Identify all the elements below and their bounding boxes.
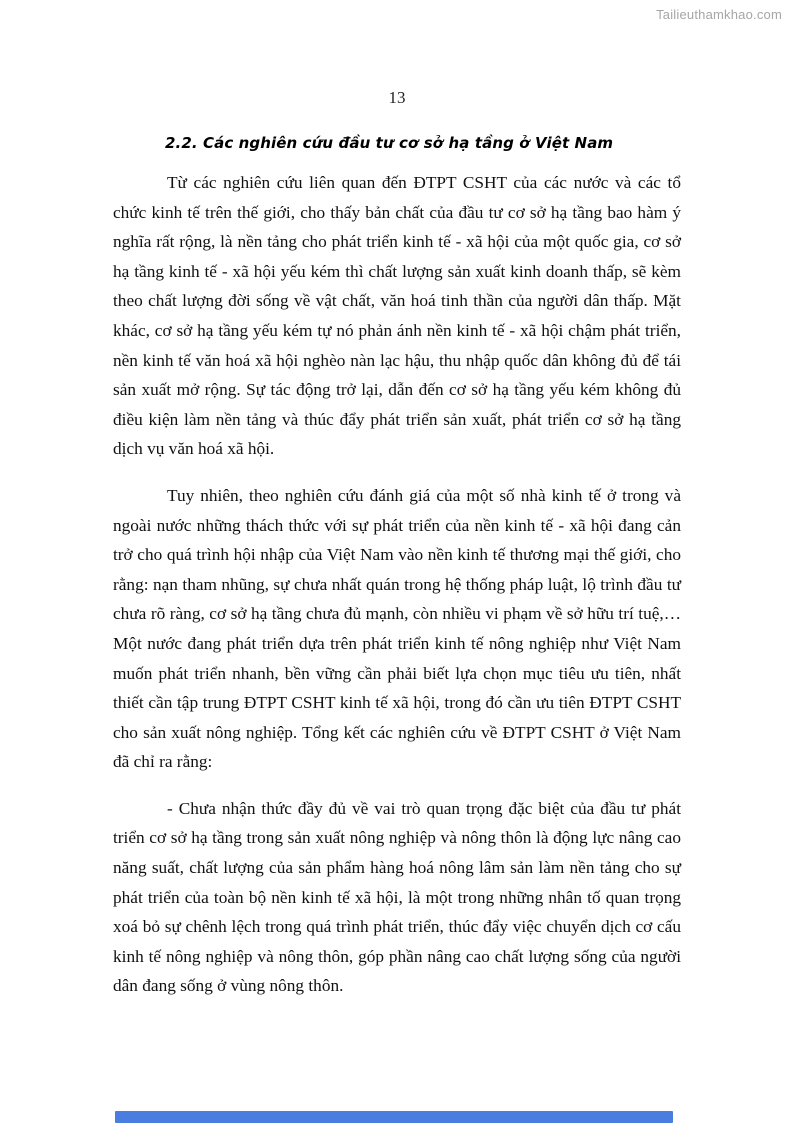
watermark-site-link[interactable]: Tailieuthamkhao.com: [656, 7, 782, 22]
paragraph-intro-csht: Từ các nghiên cứu liên quan đến ĐTPT CSHT của các nước và các tổ chức kinh tế trên thế giới, cho thấy bản chất của đầu tư cơ sở hạ tầng bao hàm ý nghĩa rất rộng, là nền tảng cho phát triển kinh tế - xã hội của một quốc gia, cơ sở hạ tầng kinh tế - xã hội yếu kém thì chất lượng sản xuất kinh doanh thấp, sẽ kèm theo chất lượng đời sống về vật chất, văn hoá tinh thần của người dân thấp. Mặt khác, cơ sở hạ tầng yếu kém tự nó phản ánh nền kinh tế - xã hội chậm phát triển, nền kinh tế văn hoá xã hội nghèo nàn lạc hậu, thu nhập quốc dân không đủ để tái sản xuất mở rộng. Sự tác động trở lại, dẫn đến cơ sở hạ tầng yếu kém không đủ điều kiện làm nền tảng và thúc đẩy phát triển sản xuất, phát triển cơ sở hạ tầng dịch vụ văn hoá xã hội.: [113, 173, 681, 459]
paragraph-bullet-awareness: - Chưa nhận thức đầy đủ về vai trò quan trọng đặc biệt của đầu tư phát triển cơ sở hạ tầng trong sản xuất nông nghiệp và nông thôn là động lực nâng cao năng suất, chất lượng của sản phẩm hàng hoá nông lâm sản làm nền tảng cho sự phát triển của toàn bộ nền kinh tế xã hội, là một trong những nhân tố quan trọng xoá bỏ sự chênh lệch trong quá trình phát triển, thúc đẩy việc chuyển dịch cơ cấu kinh tế nông nghiệp và nông thôn, góp phần nâng cao chất lượng sống của người dân đang sống ở vùng nông thôn.: [113, 798, 681, 996]
page-content: [113, 88, 681, 1018]
footer-highlight-bar: [115, 1111, 673, 1123]
paragraph-challenges-vietnam: Tuy nhiên, theo nghiên cứu đánh giá của một số nhà kinh tế ở trong và ngoài nước những thách thức với sự phát triển của nền kinh tế - xã hội đang cản trở cho quá trình hội nhập của Việt Nam vào nền kinh tế thương mại thế giới, cho rằng: nạn tham nhũng, sự chưa nhất quán trong hệ thống pháp luật, lộ trình đầu tư chưa rõ ràng, cơ sở hạ tầng chưa đủ mạnh, còn nhiều vi phạm về sở hữu trí tuệ,…Một nước đang phát triển dựa trên phát triển kinh tế nông nghiệp như Việt Nam muốn phát triển nhanh, bền vững cần phải biết lựa chọn mục tiêu ưu tiên, nhất thiết cần tập trung ĐTPT CSHT kinh tế xã hội, trong đó cần ưu tiên ĐTPT CSHT cho sản xuất nông nghiệp. Tổng kết các nghiên cứu về ĐTPT CSHT ở Việt Nam đã chỉ ra rằng:: [113, 485, 681, 772]
section-heading: 2.2. Các nghiên cứu đầu tư cơ sở hạ tầng ở Việt Nam: [165, 134, 614, 152]
page-number: 13: [388, 88, 406, 107]
